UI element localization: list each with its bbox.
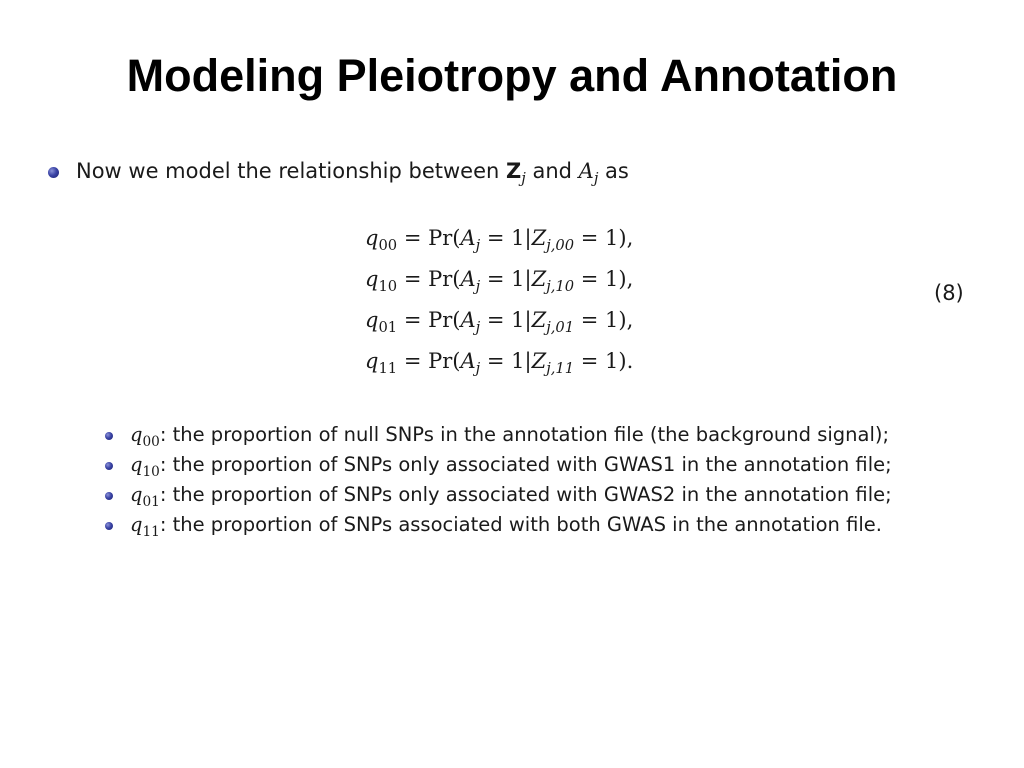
q-subscript: 11 bbox=[142, 523, 160, 540]
q-symbol: q bbox=[130, 483, 143, 506]
a-subscript: j bbox=[593, 170, 599, 188]
eq-part: = Pr( bbox=[397, 308, 461, 332]
definition-item bbox=[130, 450, 980, 480]
definition-text: : the proportion of SNPs only associated with GWAS1 in the annotation file; bbox=[159, 453, 892, 476]
eq-part: = Pr( bbox=[397, 349, 461, 373]
eq-part: = 1| bbox=[480, 349, 532, 373]
eq-part: = 1), bbox=[574, 308, 634, 332]
q-subscript: 11 bbox=[378, 360, 398, 378]
equation-line bbox=[365, 341, 633, 382]
intro-text: Now we model the relationship between bbox=[76, 159, 506, 183]
q-symbol: q bbox=[130, 453, 143, 476]
q-subscript: 00 bbox=[142, 433, 160, 450]
eq-part: = 1| bbox=[480, 226, 532, 250]
a-symbol: A bbox=[460, 267, 476, 291]
equation-line bbox=[365, 300, 633, 341]
a-subscript: j bbox=[475, 237, 481, 255]
intro-bullet bbox=[76, 156, 629, 186]
eq-part: = 1| bbox=[480, 308, 532, 332]
intro-post: as bbox=[598, 159, 629, 183]
q-symbol: q bbox=[130, 513, 143, 536]
eq-part: = 1), bbox=[574, 226, 634, 250]
bullet-dot bbox=[105, 462, 113, 470]
a-symbol: A bbox=[460, 226, 476, 250]
equation-number: (8) bbox=[934, 281, 964, 305]
z-symbol: Z bbox=[531, 308, 547, 332]
eq-part: = Pr( bbox=[397, 267, 461, 291]
definition-text: : the proportion of SNPs associated with both GWAS in the annotation file. bbox=[159, 513, 882, 536]
eq-part: = Pr( bbox=[397, 226, 461, 250]
q-symbol: q bbox=[365, 267, 379, 291]
q-subscript: 10 bbox=[378, 278, 398, 296]
slide-title: Modeling Pleiotropy and Annotation bbox=[126, 50, 898, 101]
a-subscript: j bbox=[475, 278, 481, 296]
q-subscript: 01 bbox=[142, 493, 160, 510]
definition-item bbox=[130, 510, 980, 540]
a-symbol: A bbox=[460, 349, 476, 373]
a-subscript: j bbox=[475, 319, 481, 337]
intro-and: and bbox=[525, 159, 579, 183]
eq-part: = 1| bbox=[480, 267, 532, 291]
z-subscript: j,11 bbox=[546, 360, 575, 378]
equation-line bbox=[365, 259, 633, 300]
z-subscript: j,01 bbox=[546, 319, 575, 337]
a-symbol: A bbox=[578, 159, 594, 183]
definition-text: : the proportion of null SNPs in the annotation file (the background signal); bbox=[159, 423, 890, 446]
a-subscript: j bbox=[475, 360, 481, 378]
z-subscript: j,00 bbox=[546, 237, 575, 255]
z-symbol: Z bbox=[531, 226, 547, 250]
eq-part: = 1). bbox=[574, 349, 634, 373]
definition-item bbox=[130, 420, 980, 450]
q-symbol: q bbox=[130, 423, 143, 446]
q-subscript: 01 bbox=[378, 319, 398, 337]
equation-block bbox=[365, 218, 633, 382]
z-symbol: Z bbox=[531, 349, 547, 373]
q-subscript: 00 bbox=[378, 237, 398, 255]
z-subscript: j bbox=[521, 170, 526, 188]
definition-text: : the proportion of SNPs only associated with GWAS2 in the annotation file; bbox=[159, 483, 892, 506]
q-subscript: 10 bbox=[142, 463, 160, 480]
z-symbol: Z bbox=[531, 267, 547, 291]
bullet-dot bbox=[48, 167, 59, 178]
eq-part: = 1), bbox=[574, 267, 634, 291]
q-symbol: q bbox=[365, 226, 379, 250]
z-symbol: Z bbox=[505, 159, 522, 183]
q-symbol: q bbox=[365, 308, 379, 332]
z-subscript: j,10 bbox=[546, 278, 575, 296]
equation-line bbox=[365, 218, 633, 259]
q-symbol: q bbox=[365, 349, 379, 373]
definition-item bbox=[130, 480, 980, 510]
bullet-dot bbox=[105, 432, 113, 440]
bullet-dot bbox=[105, 522, 113, 530]
bullet-dot bbox=[105, 492, 113, 500]
a-symbol: A bbox=[460, 308, 476, 332]
definition-list bbox=[130, 420, 980, 540]
